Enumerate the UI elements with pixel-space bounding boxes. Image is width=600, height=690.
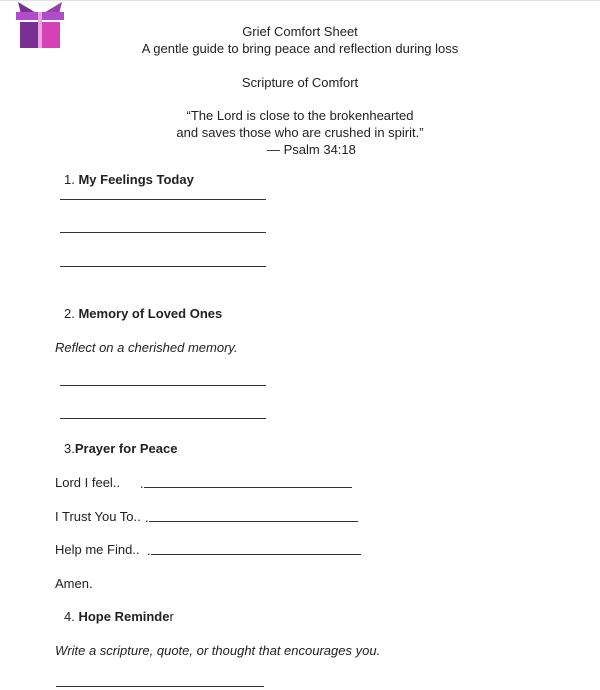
prayer-line-2-leader: . (145, 510, 149, 525)
section-title: My Feelings Today (78, 172, 194, 187)
prayer-closing: Amen. (55, 576, 93, 591)
prayer-line-3-leader: . (147, 543, 151, 558)
scripture-heading: Scripture of Comfort (241, 75, 359, 90)
quote-citation: — Psalm 34:18 (267, 142, 356, 157)
prayer-answer-line-2[interactable] (149, 521, 358, 522)
prayer-line-2-label: I Trust You To.. (55, 509, 141, 524)
quote-line-2: and saves those who are crushed in spirit.” (176, 125, 424, 140)
page-subtitle: A gentle guide to bring peace and reflection during loss (141, 41, 459, 56)
section-4-heading (64, 609, 174, 625)
section-title-tail: r (169, 609, 174, 624)
feelings-answer-line-3[interactable] (60, 266, 266, 267)
section-number: 3. (64, 441, 75, 456)
prayer-line-3-label: Help me Find.. (55, 542, 140, 557)
section-title: Memory of Loved Ones (78, 306, 223, 321)
feelings-answer-line-2[interactable] (60, 232, 266, 233)
section-3-heading (64, 441, 177, 457)
reminder-answer-line-1[interactable] (56, 686, 264, 687)
section-title-bold: Hope Reminde (78, 609, 170, 624)
prayer-answer-line-1[interactable] (144, 487, 352, 488)
feelings-answer-line-1[interactable] (60, 199, 266, 200)
top-divider (0, 0, 600, 1)
section-number: 4. (64, 609, 75, 624)
prayer-answer-line-3[interactable] (151, 554, 361, 555)
prayer-line-1-label: Lord I feel.. (55, 475, 121, 490)
section-1-heading (64, 172, 194, 188)
section-2-heading (64, 306, 222, 322)
section-title: Prayer for Peace (74, 441, 178, 456)
prayer-line-1-leader: . (140, 476, 144, 491)
quote-line-1: “The Lord is close to the brokenhearted (186, 108, 414, 123)
page-title: Grief Comfort Sheet (242, 24, 358, 39)
memory-answer-line-2[interactable] (60, 418, 266, 419)
reminder-prompt: Write a scripture, quote, or thought that encourages you. (55, 643, 381, 658)
section-number: 1. (64, 172, 75, 187)
memory-prompt: Reflect on a cherished memory. (55, 340, 238, 355)
section-number: 2. (64, 306, 75, 321)
memory-answer-line-1[interactable] (60, 385, 266, 386)
